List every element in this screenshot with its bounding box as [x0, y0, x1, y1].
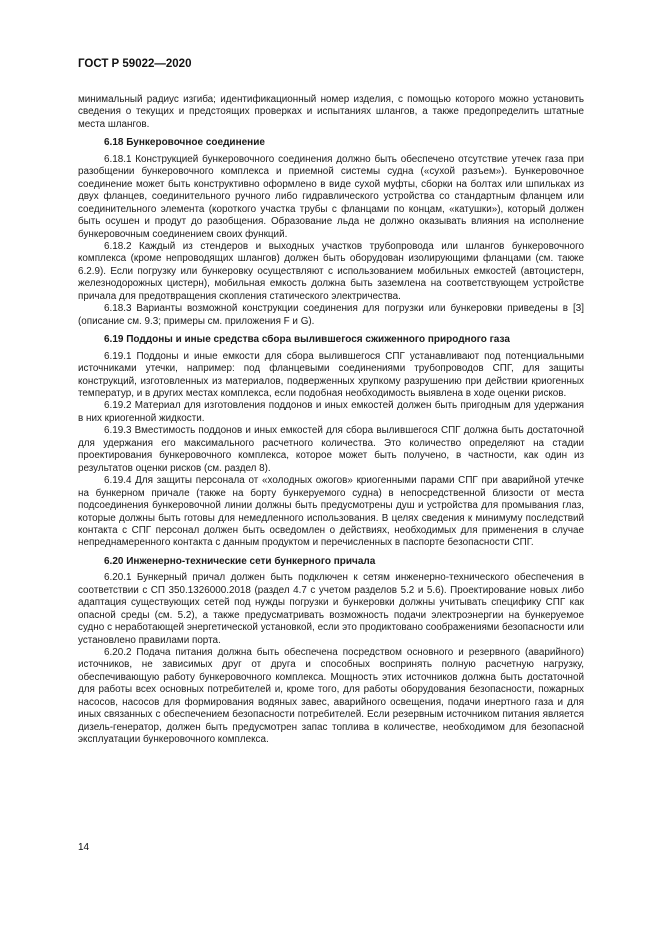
document-body	[78, 94, 584, 747]
paragraph: 6.19.1 Поддоны и иные емкости для сбора вылившегося СПГ устанавливают под потенциальными источниками утечки, например: под фланцевыми соединениями трубопроводов СПГ, для защиты конструкций, изготовленных из материалов, подверженных хрупкому разрушению при действии криогенных температур, и в других местах комплекса, если подобная необходимость выявлена в ходе оценки рисков.	[78, 350, 584, 399]
paragraph: 6.18.1 Конструкцией бункеровочного соединения должно быть обеспечено отсутствие утечек газа при разобщении бункеровочного комплекса и приемной системы судна («сухой разъем»). Бункеровочное соединение может быть конструктивно оформлено в виде сухой муфты, сборки на болтах или шпильках из двух фланцев, соединительного ручного либо гидравлического устройства со стандартным фланцем или соединительного элемента (короткого участка трубы с фланцами по концам, «катушки»), который должен быть осушен и продут до разобщения. Образование льда не должно оказывать влияния на исполнение бункеровочным соединением своих функций.	[78, 153, 584, 240]
section-heading: 6.18 Бункеровочное соединение	[104, 137, 265, 149]
paragraph: 6.18.2 Каждый из стендеров и выходных участков трубопровода или шлангов бункеровочного комплекса (кроме непроводящих шлангов) должен быть оборудован изолирующими фланцами (см. также 6.2.9). Если погрузку или бункеровку осуществляют с использованием мобильных емкостей (автоцистерн, железнодорожных цистерн), мобильная емкость должна быть заземлена на соответствующем устройстве причала для предотвращения скопления статического электричества.	[78, 240, 584, 302]
intro-paragraph: минимальный радиус изгиба; идентификационный номер изделия, с помощью которого можно установить сведения о текущих и предстоящих проверках и испытаниях шлангов, а также предопределить штатные места шлангов.	[78, 94, 584, 130]
paragraph: 6.18.3 Варианты возможной конструкции соединения для погрузки или бункеровки приведены в [3] (описание см. 9.3; примеры см. приложения F и G).	[78, 303, 584, 327]
page-number: 14	[78, 842, 90, 853]
document-header: ГОСТ Р 59022—2020	[78, 58, 192, 70]
paragraph: 6.19.2 Материал для изготовления поддонов и иных емкостей должен быть пригодным для удержания в них криогенной жидкости.	[78, 400, 584, 424]
section-6-18	[78, 137, 584, 328]
section-heading: 6.19 Поддоны и иные средства сбора вылившегося сжиженного природного газа	[104, 334, 510, 346]
section-6-20	[78, 556, 584, 747]
paragraph: 6.19.3 Вместимость поддонов и иных емкостей для сбора вылившегося СПГ должна быть достаточной для удержания его максимального расчетного количества. Это количество определяют на стадии проектирования бункеровочного комплекса, которое может быть получено, в частности, как один из результатов оценки рисков (см. раздел 8).	[78, 425, 584, 474]
paragraph: 6.20.2 Подача питания должна быть обеспечена посредством основного и резервного (аварийного) источников, не зависимых друг от друга и способных воспринять полную расчетную нагрузку, обеспечивающую работу бункеровочного комплекса. Мощность этих источников должна быть достаточной для работы всех основных потребителей и, кроме того, для работы оборудования безопасности, пожарных насосов, насосов для формирования водяных завес, аварийного освещения, подачи инертного газа и для иных связанных с обеспечением безопасности потребителей. Если резервным источником питания является дизель-генератор, должен быть предусмотрен запас топлива в количестве, необходимом для безопасной эксплуатации бункеровочного комплекса.	[78, 647, 584, 746]
section-6-19	[78, 334, 584, 550]
paragraph: 6.20.1 Бункерный причал должен быть подключен к сетям инженерно-технического обеспечения в соответствии с СП 350.1326000.2018 (раздел 4.7 с учетом разделов 5.2 и 5.6). Проектирование новых либо адаптация существующих сетей под нужды погрузки и бункеровки должны учитывать специфику СПГ как опасной среды (см. 5.2), а также предусматривать возможность подачи электроэнергии на бункеруемое судно с неработающей энергетической установкой, если это продиктовано соображениями безопасности или установлено правилами порта.	[78, 572, 584, 646]
paragraph: 6.19.4 Для защиты персонала от «холодных ожогов» криогенными парами СПГ при аварийной утечке на бункерном причале (также на борту бункеруемого судна) в непосредственной близости от места подсоединения бункеровочной линии должны быть предусмотрены душ и устройства для промывания глаз, которые должны быть готовы для немедленного использования. В целях сведения к минимуму последствий контакта с СПГ персонал должен быть осведомлен о действиях, необходимых для применения в случае непреднамеренного контакта с данным продуктом и перечисленных в паспорте безопасности СПГ.	[78, 475, 584, 549]
section-heading: 6.20 Инженерно-технические сети бункерного причала	[104, 555, 376, 567]
